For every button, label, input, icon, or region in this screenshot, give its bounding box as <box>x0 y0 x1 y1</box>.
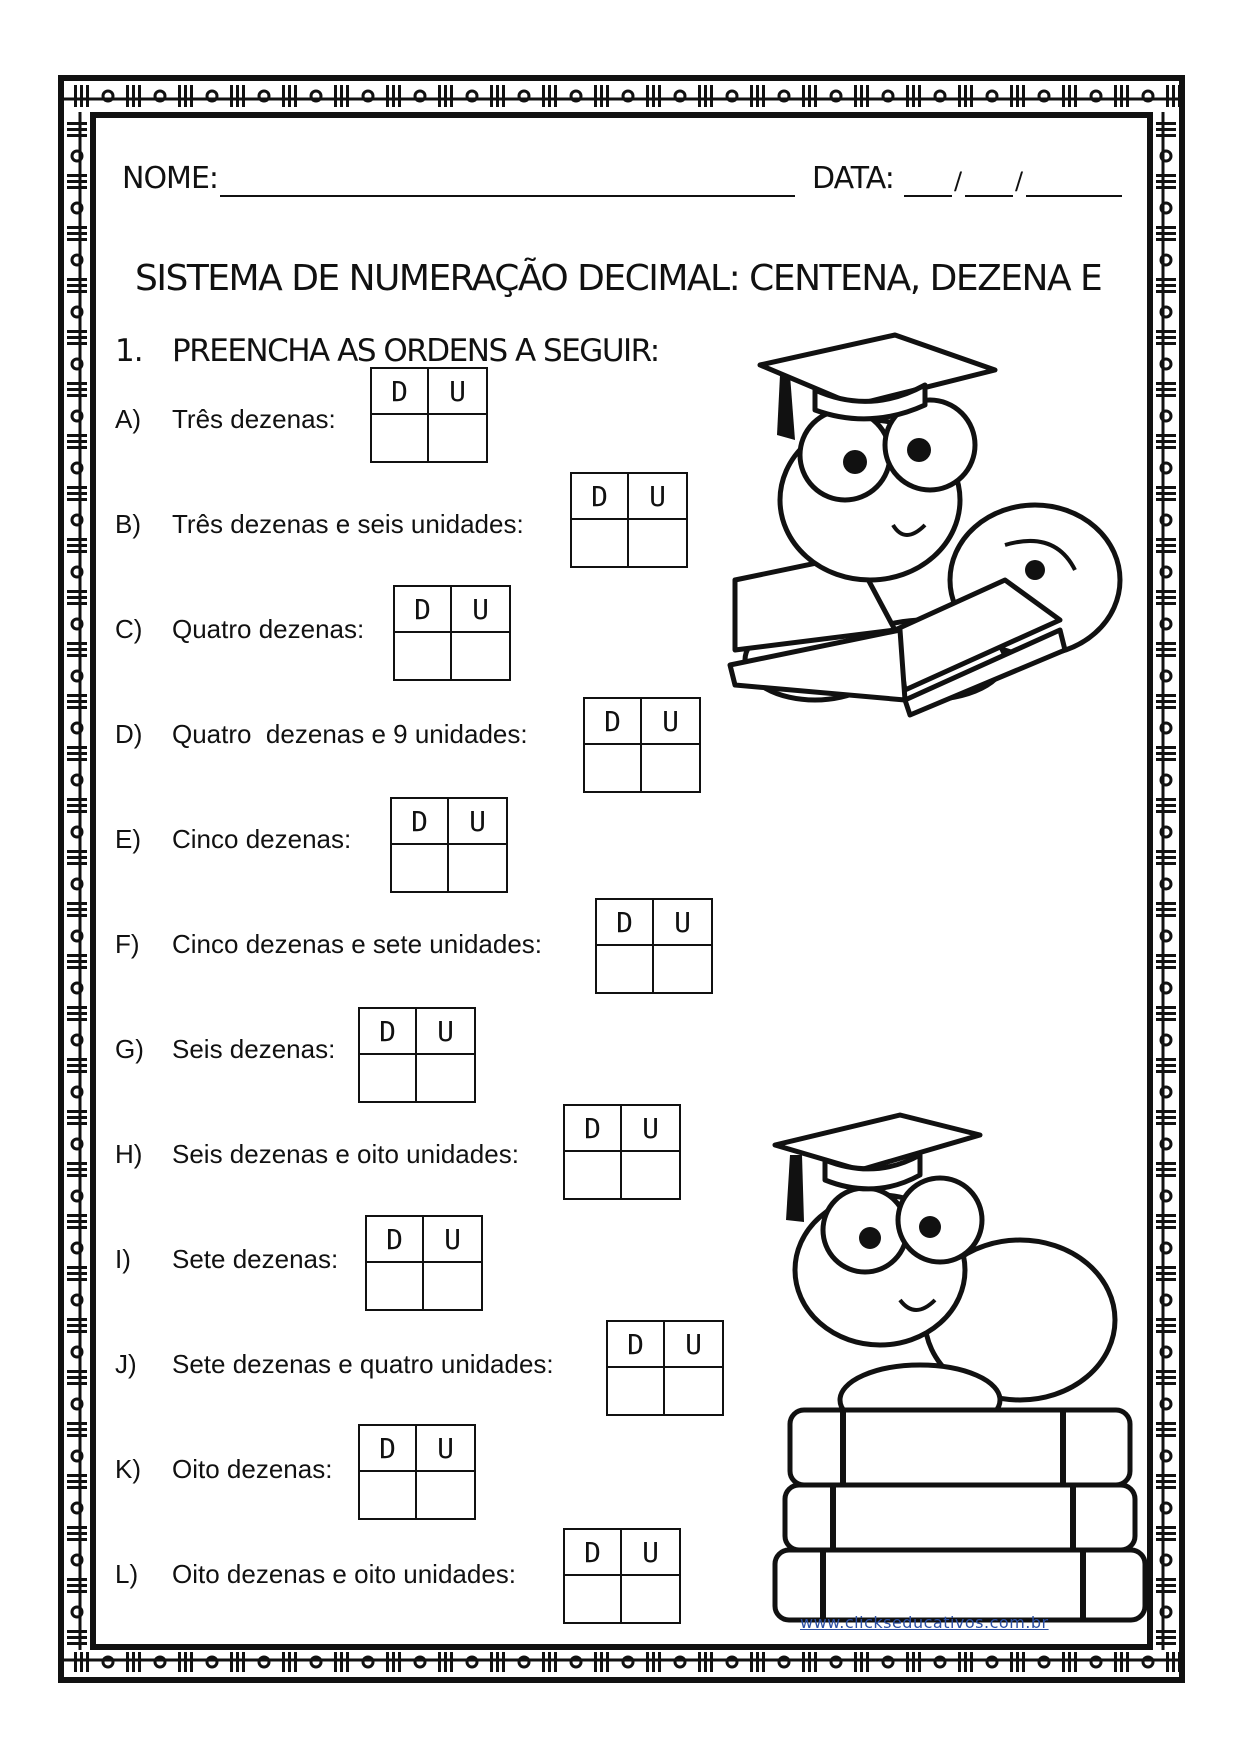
du-place-value-box <box>606 1320 724 1416</box>
item-letter: L) <box>115 1559 139 1589</box>
units-answer-cell[interactable] <box>629 520 686 566</box>
units-answer-cell[interactable] <box>654 946 711 992</box>
tens-answer-cell[interactable] <box>360 1472 417 1518</box>
website-link[interactable]: www.clickseducativos.com.br <box>800 1613 1049 1632</box>
bookworm-on-book-stack-icon <box>770 1110 1150 1630</box>
name-label: NOME: <box>122 161 219 196</box>
tens-header: D <box>585 699 642 745</box>
page-title: SISTEMA DE NUMERAÇÃO DECIMAL: CENTENA, DEZENA E <box>135 258 1102 299</box>
units-header: U <box>417 1009 474 1055</box>
units-header: U <box>622 1530 679 1576</box>
tens-answer-cell[interactable] <box>585 745 642 791</box>
units-header: U <box>642 699 699 745</box>
units-answer-cell[interactable] <box>449 845 506 891</box>
tens-answer-cell[interactable] <box>395 633 452 679</box>
units-header: U <box>424 1217 481 1263</box>
tens-answer-cell[interactable] <box>367 1263 424 1309</box>
tens-header: D <box>395 587 452 633</box>
item-label: Seis dezenas e oito unidades: <box>172 1139 519 1169</box>
item-label: Sete dezenas: <box>172 1244 339 1274</box>
item-letter: A) <box>115 404 141 434</box>
tens-answer-cell[interactable] <box>597 946 654 992</box>
du-place-value-box <box>358 1424 476 1520</box>
du-place-value-box <box>393 585 511 681</box>
item-letter: I) <box>115 1244 131 1274</box>
tens-header: D <box>572 474 629 520</box>
item-letter: G) <box>115 1034 144 1064</box>
item-label: Quatro dezenas: <box>172 614 365 644</box>
tens-header: D <box>565 1106 622 1152</box>
header <box>122 155 1132 205</box>
du-place-value-box <box>563 1104 681 1200</box>
item-label: Oito dezenas: <box>172 1454 333 1484</box>
units-answer-cell[interactable] <box>642 745 699 791</box>
du-place-value-box <box>365 1215 483 1311</box>
units-answer-cell[interactable] <box>424 1263 481 1309</box>
units-answer-cell[interactable] <box>665 1368 722 1414</box>
units-header: U <box>654 900 711 946</box>
border-pattern-right <box>1153 112 1179 1650</box>
item-label: Cinco dezenas e sete unidades: <box>172 929 543 959</box>
du-place-value-box <box>358 1007 476 1103</box>
tens-answer-cell[interactable] <box>360 1055 417 1101</box>
item-letter: H) <box>115 1139 143 1169</box>
question-number: 1. <box>115 333 143 369</box>
item-letter: B) <box>115 509 141 539</box>
du-place-value-box <box>570 472 688 568</box>
item-label: Sete dezenas e quatro unidades: <box>172 1349 554 1379</box>
item-label: Cinco dezenas: <box>172 824 352 854</box>
border-pattern-left <box>64 112 90 1650</box>
tens-answer-cell[interactable] <box>372 415 429 461</box>
units-header: U <box>417 1426 474 1472</box>
du-place-value-box <box>563 1528 681 1624</box>
units-answer-cell[interactable] <box>622 1576 679 1622</box>
item-letter: K) <box>115 1454 141 1484</box>
item-letter: D) <box>115 719 143 749</box>
tens-header: D <box>360 1009 417 1055</box>
units-answer-cell[interactable] <box>452 633 509 679</box>
bookworm-reading-book-icon <box>705 330 1145 730</box>
border-pattern-bottom <box>64 1650 1179 1677</box>
date-separator: / <box>1015 167 1023 195</box>
border-pattern-top <box>64 81 1179 112</box>
tens-header: D <box>608 1322 665 1368</box>
tens-answer-cell[interactable] <box>608 1368 665 1414</box>
date-month-field[interactable] <box>965 195 1013 197</box>
item-letter: F) <box>115 929 140 959</box>
tens-answer-cell[interactable] <box>565 1576 622 1622</box>
units-header: U <box>429 369 486 415</box>
du-place-value-box <box>370 367 488 463</box>
item-label: Seis dezenas: <box>172 1034 336 1064</box>
units-answer-cell[interactable] <box>622 1152 679 1198</box>
item-letter: J) <box>115 1349 137 1379</box>
tens-answer-cell[interactable] <box>565 1152 622 1198</box>
date-separator: / <box>954 167 962 195</box>
item-letter: E) <box>115 824 141 854</box>
units-answer-cell[interactable] <box>417 1472 474 1518</box>
date-year-field[interactable] <box>1026 195 1122 197</box>
question-instruction: PREENCHA AS ORDENS A SEGUIR: <box>172 333 659 369</box>
tens-header: D <box>372 369 429 415</box>
tens-answer-cell[interactable] <box>392 845 449 891</box>
units-header: U <box>449 799 506 845</box>
tens-header: D <box>367 1217 424 1263</box>
item-label: Quatro dezenas e 9 unidades: <box>172 719 528 749</box>
tens-header: D <box>597 900 654 946</box>
tens-header: D <box>392 799 449 845</box>
tens-header: D <box>360 1426 417 1472</box>
units-answer-cell[interactable] <box>429 415 486 461</box>
item-label: Três dezenas: <box>172 404 336 434</box>
date-day-field[interactable] <box>904 195 952 197</box>
name-field[interactable] <box>220 195 795 197</box>
tens-answer-cell[interactable] <box>572 520 629 566</box>
units-header: U <box>629 474 686 520</box>
du-place-value-box <box>595 898 713 994</box>
date-label: DATA: <box>812 161 894 196</box>
units-header: U <box>452 587 509 633</box>
tens-header: D <box>565 1530 622 1576</box>
item-label: Oito dezenas e oito unidades: <box>172 1559 517 1589</box>
du-place-value-box <box>390 797 508 893</box>
du-place-value-box <box>583 697 701 793</box>
units-answer-cell[interactable] <box>417 1055 474 1101</box>
item-label: Três dezenas e seis unidades: <box>172 509 524 539</box>
item-letter: C) <box>115 614 143 644</box>
units-header: U <box>622 1106 679 1152</box>
units-header: U <box>665 1322 722 1368</box>
